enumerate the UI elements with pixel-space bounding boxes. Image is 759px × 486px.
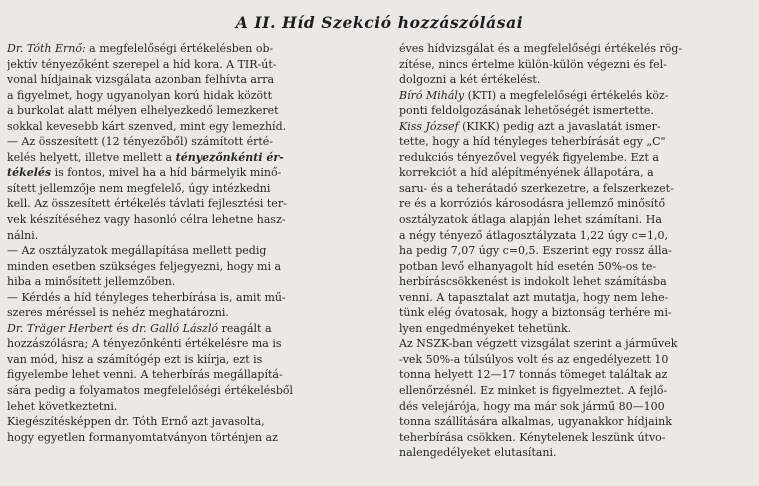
text-line — [7, 72, 363, 88]
text-run: és — [112, 321, 133, 335]
paragraph — [7, 41, 363, 243]
text-run: -vek 50%-a túlsúlyos volt és az engedélyezett 10 — [399, 352, 669, 366]
text-run: szeres méréssel is nehéz meghatározni. — [7, 306, 229, 320]
text-run: a négy tényező átlagosztályzata 1,22 úgy c=1,0, — [399, 228, 668, 242]
right-column — [399, 41, 755, 461]
text-run: sített jellemzője nem megfelelő, úgy intézkedni — [7, 181, 271, 195]
text-run: van mód, hisz a számítógép ezt is kiírja, ezt is — [7, 352, 263, 366]
text-line — [7, 305, 363, 321]
text-run: (KIKK) pedig azt a javaslatát ismer- — [458, 119, 661, 133]
text-run: potban levő elhanyagolt híd esetén 50%-os te- — [399, 259, 657, 273]
text-run: is fontos, mivel ha a híd bármelyik minő- — [51, 166, 282, 180]
text-line — [399, 119, 755, 135]
text-run: — Az osztályzatok megállapítása mellett pedig — [7, 244, 267, 258]
text-line — [7, 383, 363, 399]
text-line — [399, 445, 755, 461]
text-line — [7, 165, 363, 181]
text-line — [7, 57, 363, 73]
text-line — [399, 88, 755, 104]
text-run: Kiegészítésképpen dr. Tóth Ernő azt javasolta, — [7, 415, 265, 429]
text-run: tonna szállítására alkalmas, ugyanakkor hídjaink — [399, 415, 672, 429]
paragraph — [399, 336, 755, 460]
text-run: dolgozni a két értékelést. — [399, 73, 541, 87]
text-run: redukciós tényezővel vegyék figyelembe. Ezt a — [399, 150, 659, 164]
text-run: saru- és a teherátadó szerkezetre, a felszerkezet- — [399, 181, 674, 195]
text-line — [399, 399, 755, 415]
text-run: kell. Az összesített értékelés távlati fejlesztési ter- — [7, 197, 287, 211]
speaker-name: Dr. Träger Herbert — [7, 321, 113, 335]
text-line — [399, 414, 755, 430]
text-line — [399, 150, 755, 166]
text-run: nálni. — [7, 228, 39, 242]
paragraph — [399, 41, 755, 88]
text-line — [7, 336, 363, 352]
paragraph — [399, 119, 755, 337]
text-line — [7, 243, 363, 259]
page-title: A II. Híd Szekció hozzászólásai — [235, 13, 524, 32]
text-line — [399, 290, 755, 306]
speaker-name: Dr. Tóth Ernő: — [7, 42, 86, 55]
text-line — [7, 103, 363, 119]
text-run: ha pedig 7,07 úgy c=0,5. Eszerint egy rossz álla- — [399, 244, 672, 258]
text-line — [7, 228, 363, 244]
paragraph — [7, 290, 363, 321]
text-run: tünk elég óvatosak, hogy a biztonság terhére mi- — [399, 306, 672, 320]
text-run: sára pedig a folyamatos megfelelőségi értékelésből — [7, 384, 294, 398]
text-line — [7, 119, 363, 135]
text-run: kelés helyett, illetve mellett a — [7, 150, 176, 164]
text-line — [399, 352, 755, 368]
text-line — [399, 367, 755, 383]
emphasized-text: tényezőnkénti ér- — [175, 150, 284, 164]
left-column — [7, 41, 363, 445]
text-run: — Az összesített (12 tényezőből) számított érté- — [7, 135, 274, 149]
text-run: hozzászólásra; A tényezőnkénti értékelésre ma is — [7, 337, 282, 351]
paragraph — [7, 243, 363, 290]
text-line — [399, 321, 755, 337]
text-line — [399, 243, 755, 259]
text-line — [399, 430, 755, 446]
text-run: a megfelelőségi értékelésben ob- — [85, 42, 274, 55]
text-run: korrekciót a híd alépítményének állapotára, a — [399, 166, 654, 180]
text-line — [399, 212, 755, 228]
text-line — [7, 274, 363, 290]
text-line — [399, 383, 755, 399]
text-run: nalengedélyeket elutasítani. — [399, 446, 557, 460]
text-line — [399, 72, 755, 88]
text-run: ellenőrzésnél. Ez minket is figyelmeztet. A fejlő- — [399, 384, 668, 398]
text-run: re és a korróziós károsodásra jellemző minősítő — [399, 197, 666, 211]
text-run: reagált a — [218, 321, 272, 335]
emphasized-text: tékelés — [7, 166, 52, 180]
text-run: osztályzatok átlaga alapján lehet számítani. Ha — [399, 213, 662, 227]
text-line — [7, 150, 363, 166]
paragraph — [399, 88, 755, 119]
text-line — [399, 57, 755, 73]
text-run: éves hídvizsgálat és a megfelelőségi értékelés rög- — [399, 42, 683, 55]
text-line — [7, 259, 363, 275]
text-run: ponti feldolgozásának lehetőségét ismertette. — [399, 104, 654, 118]
text-run: jektív tényezőként szerepel a híd kora. A TIR-út- — [7, 57, 277, 71]
text-line — [7, 430, 363, 446]
text-line — [7, 290, 363, 306]
text-line — [399, 165, 755, 181]
text-run: dés velejárója, hogy ma már sok jármű 80—100 — [399, 399, 665, 413]
text-line — [7, 399, 363, 415]
text-line — [7, 88, 363, 104]
text-run: vek készítéséhez vagy hasonló célra lehetne hasz- — [7, 213, 286, 227]
text-line — [7, 212, 363, 228]
text-run: a burkolat alatt mélyen elhelyezkedő lemezkeret — [7, 104, 279, 118]
text-run: figyelembe lehet venni. A teherbírás megállapítá- — [7, 368, 283, 382]
text-line — [7, 134, 363, 150]
text-run: a figyelmet, hogy ugyanolyan korú hidak között — [7, 88, 273, 102]
text-line — [399, 134, 755, 150]
speaker-name: dr. Galló László — [132, 321, 219, 335]
text-run: hogy egyetlen formanyomtatványon történjen az — [7, 430, 278, 444]
text-run: lyen engedményeket tehetünk. — [399, 321, 572, 335]
paragraph — [7, 321, 363, 414]
text-run: lehet következtetni. — [7, 399, 118, 413]
text-line — [399, 336, 755, 352]
text-line — [399, 274, 755, 290]
text-run: teherbírása csökken. Kénytelenek leszünk útvo- — [399, 430, 666, 444]
text-line — [7, 181, 363, 197]
text-line — [399, 228, 755, 244]
text-line — [7, 321, 363, 337]
speaker-name: Kiss József — [399, 119, 459, 133]
text-line — [399, 181, 755, 197]
text-line — [7, 414, 363, 430]
speaker-name: Bíró Mihály — [399, 88, 465, 102]
text-run: tonna helyett 12—17 tonnás tömeget találtak az — [399, 368, 668, 382]
text-run: Az NSZK-ban végzett vizsgálat szerint a járművek — [399, 337, 678, 351]
text-run: tette, hogy a híd tényleges teherbírását egy „C" — [399, 135, 666, 149]
text-run: venni. A tapasztalat azt mutatja, hogy nem lehe- — [399, 290, 669, 304]
text-line — [399, 41, 755, 57]
text-run: sokkal kevesebb kárt szenved, mint egy lemezhíd. — [7, 119, 287, 133]
text-line — [7, 352, 363, 368]
text-run: herbíráscsökkenést is indokolt lehet számításba — [399, 275, 667, 289]
text-run: minden esetben szükséges feljegyezni, hogy mi a — [7, 259, 282, 273]
paragraph — [7, 414, 363, 445]
text-line — [399, 196, 755, 212]
text-run: zítése, nincs értelme külön-külön végezni és fel- — [399, 57, 667, 71]
text-line — [399, 259, 755, 275]
text-line — [7, 196, 363, 212]
text-line — [399, 103, 755, 119]
text-line — [7, 41, 363, 57]
text-line — [399, 305, 755, 321]
text-run: hiba a minősített jellemzőben. — [7, 275, 176, 289]
text-run: — Kérdés a híd tényleges teherbírása is, amit mű- — [7, 290, 286, 304]
text-run: vonal hídjainak vizsgálata azonban felhívta arra — [7, 73, 275, 87]
text-run: (KTI) a megfelelőségi értékelés köz- — [464, 88, 669, 102]
text-line — [7, 367, 363, 383]
